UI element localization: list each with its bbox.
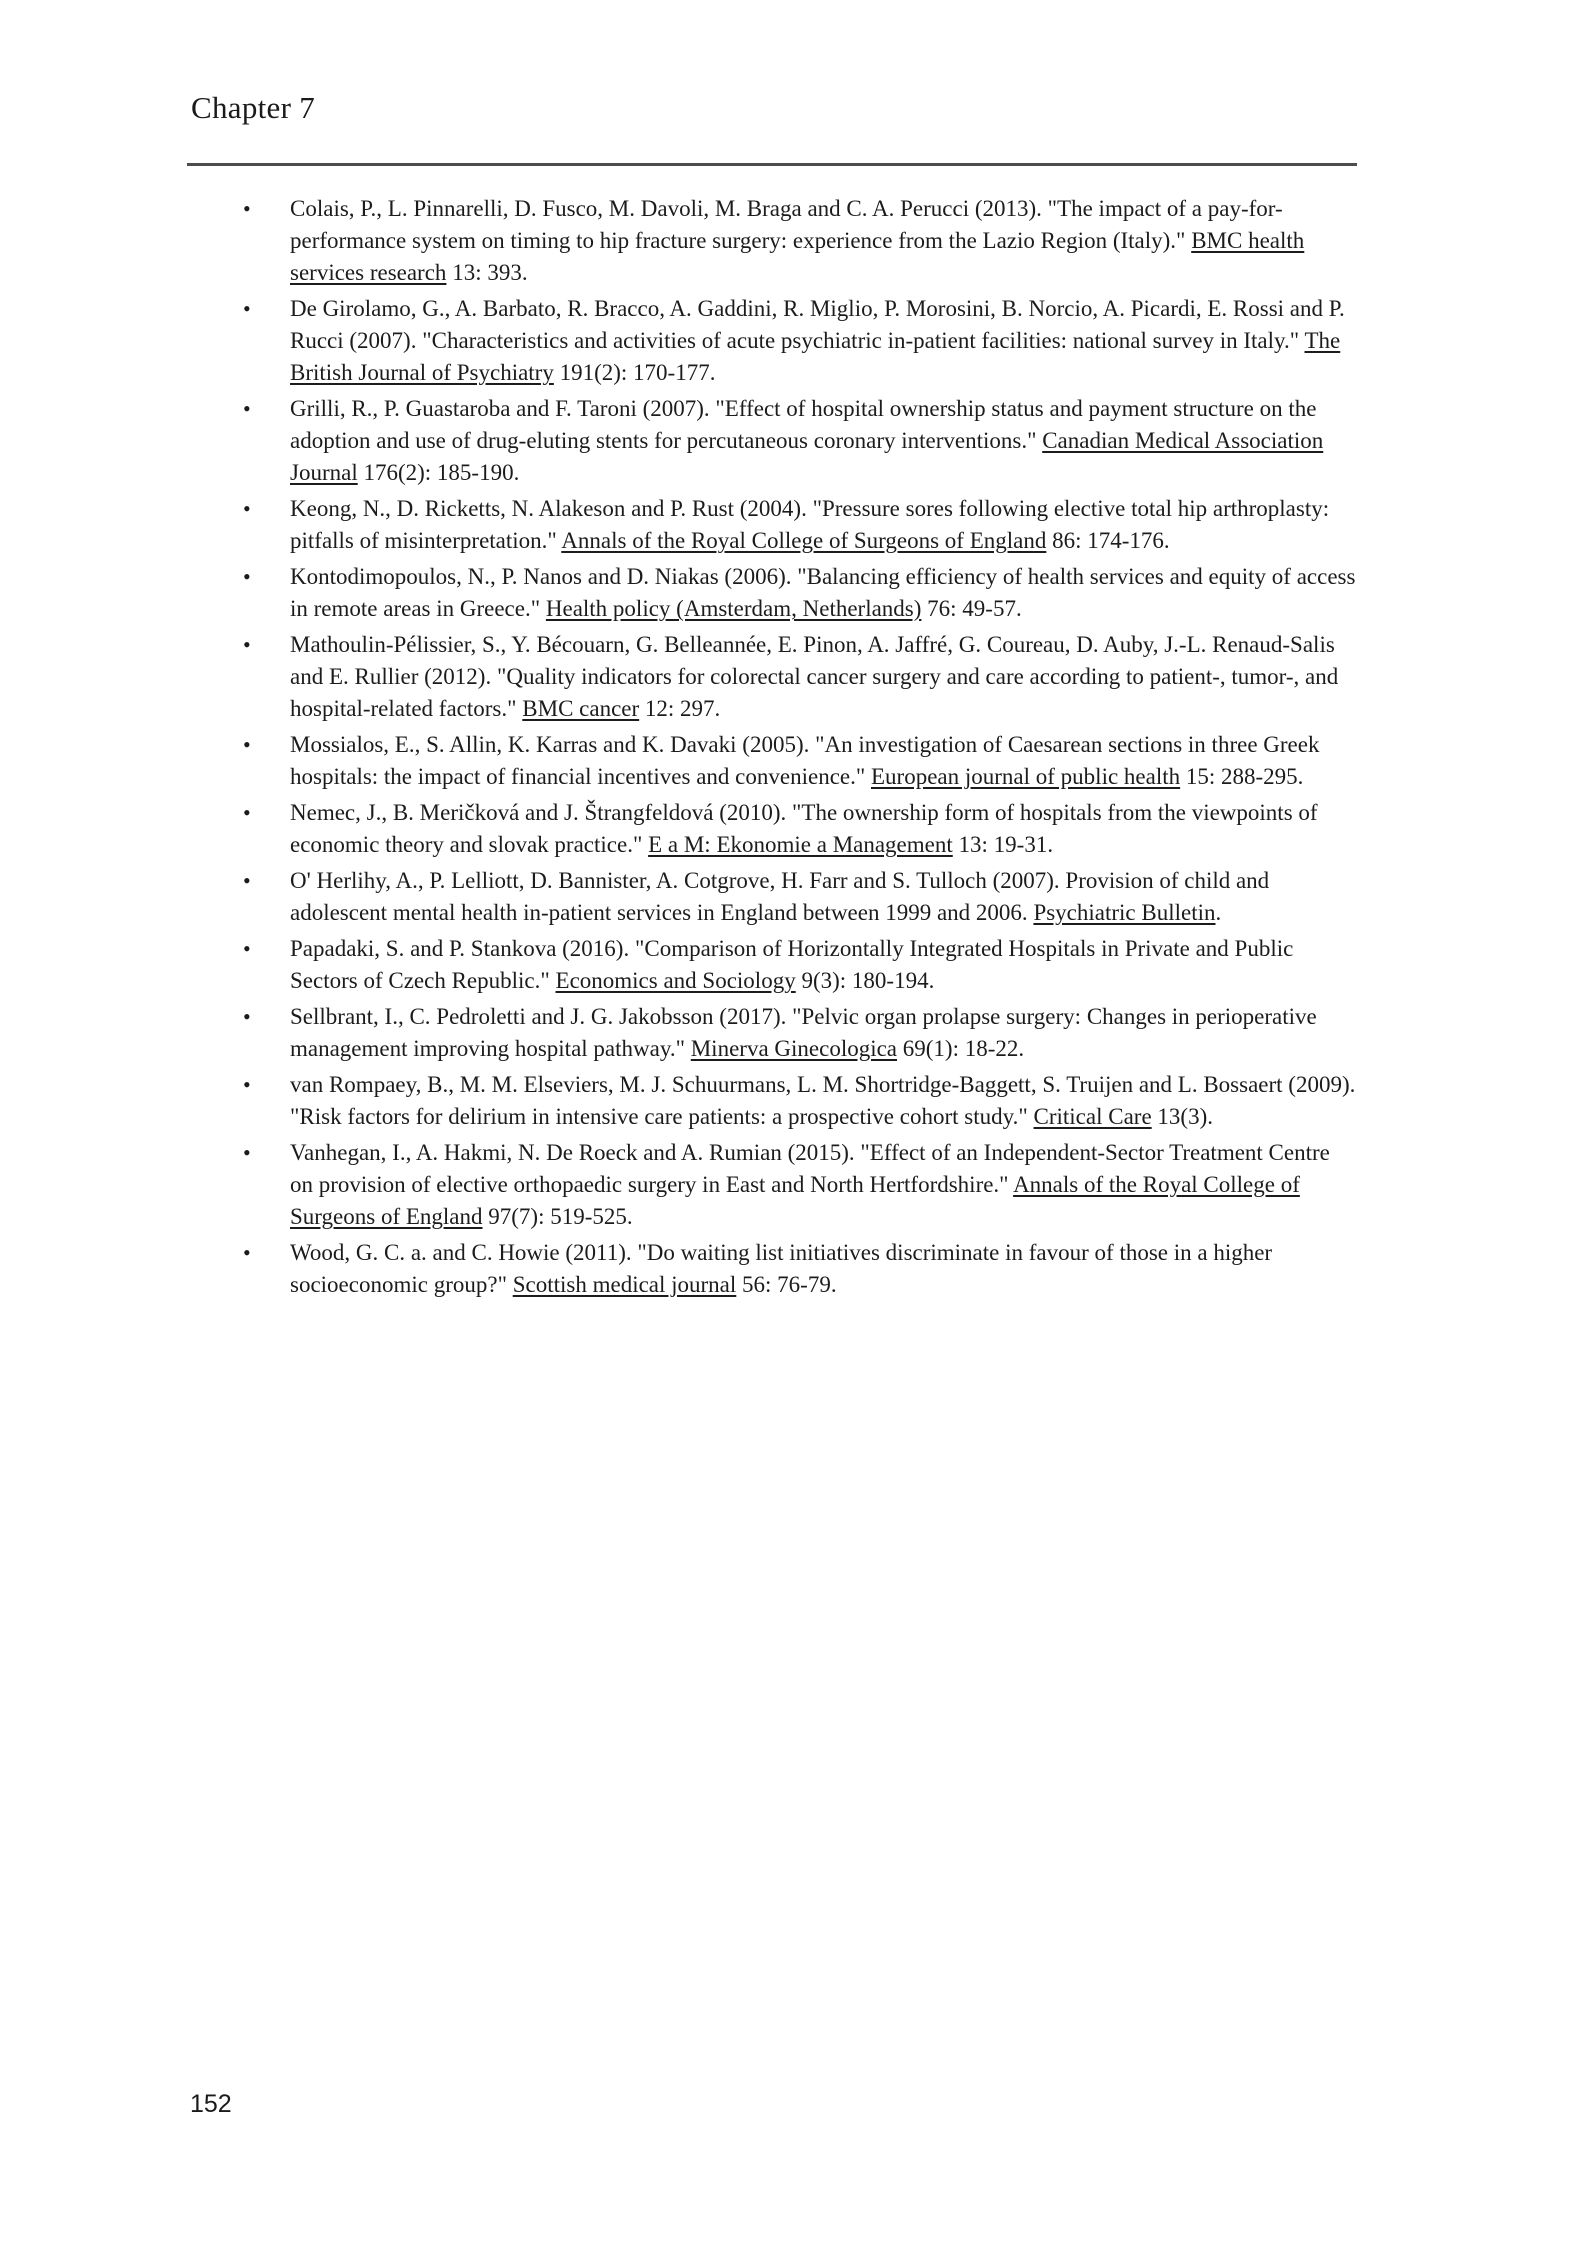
journal-title: The British Journal of Psychiatry: [290, 328, 1341, 385]
reference-text: 76: 49-57.: [921, 596, 1022, 621]
reference-text: Keong, N., D. Ricketts, N. Alakeson and P. Rust (2004). "Pressure sores following elective total hip arthroplasty: pitfalls of misinterpretation.": [290, 496, 1330, 553]
reference-text: .: [1215, 900, 1222, 925]
reference-text: 13: 393.: [446, 260, 528, 285]
reference-text: Mathoulin-Pélissier, S., Y. Bécouarn, G. Belleannée, E. Pinon, A. Jaffré, G. Coureau, D. Auby, J.-L. Renaud-Salis and E. Rullier (2012). "Quality indicators for colorectal cancer surgery and care according to patient-, tumor-, and hospital-related factors.": [290, 632, 1339, 721]
reference-text: Wood, G. C. a. and C. Howie (2011). "Do waiting list initiatives discriminate in favour of those in a higher socioeconomic group?": [290, 1240, 1273, 1297]
reference-text: 86: 174-176.: [1046, 528, 1170, 553]
reference-text: 12: 297.: [639, 696, 721, 721]
reference-text: 191(2): 170-177.: [553, 360, 716, 385]
journal-title: Psychiatric Bulletin: [1033, 900, 1216, 925]
reference-item: [290, 1137, 1356, 1233]
reference-text: Grilli, R., P. Guastaroba and F. Taroni (2007). "Effect of hospital ownership status and payment structure on the adoption and use of drug-eluting stents for percutaneous coronary interventions.": [290, 396, 1317, 453]
reference-text: Mossialos, E., S. Allin, K. Karras and K. Davaki (2005). "An investigation of Caesarean sections in three Greek hospitals: the impact of financial incentives and convenience.": [290, 732, 1320, 789]
reference-item: [290, 1237, 1356, 1301]
journal-title: European journal of public health: [871, 764, 1181, 789]
reference-item: [290, 1069, 1356, 1133]
reference-item: [290, 933, 1356, 997]
reference-text: 13: 19-31.: [952, 832, 1054, 857]
reference-text: Kontodimopoulos, N., P. Nanos and D. Niakas (2006). "Balancing efficiency of health services and equity of access in remote areas in Greece.": [290, 564, 1356, 621]
reference-text: 69(1): 18-22.: [897, 1036, 1025, 1061]
reference-text: van Rompaey, B., M. M. Elseviers, M. J. Schuurmans, L. M. Shortridge-Baggett, S. Truijen and L. Bossaert (2009). "Risk factors for delirium in intensive care patients: a prospective cohort study.": [290, 1072, 1356, 1129]
reference-text: Papadaki, S. and P. Stankova (2016). "Comparison of Horizontally Integrated Hospitals in Private and Public Sectors of Czech Republic.": [290, 936, 1294, 993]
reference-item: [290, 865, 1356, 929]
journal-title: Annals of the Royal College of Surgeons of England: [290, 1172, 1300, 1229]
reference-item: [290, 729, 1356, 793]
reference-text: 176(2): 185-190.: [357, 460, 520, 485]
journal-title: Minerva Ginecologica: [690, 1036, 898, 1061]
reference-item: [290, 393, 1356, 489]
reference-item: [290, 797, 1356, 861]
reference-text: Colais, P., L. Pinnarelli, D. Fusco, M. Davoli, M. Braga and C. A. Perucci (2013). "The impact of a pay-for-performance system on timing to hip fracture surgery: experience from the Lazio Region (Italy).": [290, 196, 1283, 253]
reference-text: Vanhegan, I., A. Hakmi, N. De Roeck and A. Rumian (2015). "Effect of an Independent-Sector Treatment Centre on provision of elective orthopaedic surgery in East and North Hertfordshire.": [290, 1140, 1330, 1197]
reference-item: [290, 1001, 1356, 1065]
reference-item: [290, 293, 1356, 389]
reference-text: 13(3).: [1151, 1104, 1213, 1129]
reference-item: [290, 193, 1356, 289]
journal-title: Critical Care: [1033, 1104, 1152, 1129]
reference-text: 15: 288-295.: [1180, 764, 1304, 789]
reference-text: 9(3): 180-194.: [795, 968, 935, 993]
reference-item: [290, 493, 1356, 557]
journal-title: Economics and Sociology: [555, 968, 796, 993]
reference-item: [290, 629, 1356, 725]
reference-text: 56: 76-79.: [736, 1272, 837, 1297]
journal-title: Annals of the Royal College of Surgeons of England: [561, 528, 1047, 553]
page-number: 152: [190, 2090, 232, 2118]
reference-text: O' Herlihy, A., P. Lelliott, D. Bannister, A. Cotgrove, H. Farr and S. Tulloch (2007). Provision of child and adolescent mental health in-patient services in England between 1999 and 2006.: [290, 868, 1270, 925]
reference-text: Nemec, J., B. Meričková and J. Štrangfeldová (2010). "The ownership form of hospitals from the viewpoints of economic theory and slovak practice.": [290, 800, 1318, 857]
reference-text: 97(7): 519-525.: [482, 1204, 633, 1229]
journal-title: BMC cancer: [522, 696, 640, 721]
header-rule: [187, 163, 1357, 166]
journal-title: BMC health services research: [290, 228, 1305, 285]
reference-text: De Girolamo, G., A. Barbato, R. Bracco, A. Gaddini, R. Miglio, P. Morosini, B. Norcio, A. Picardi, E. Rossi and P. Rucci (2007). "Characteristics and activities of acute psychiatric in-patient facilities: national survey in Italy.": [290, 296, 1345, 353]
journal-title: Scottish medical journal: [512, 1272, 737, 1297]
journal-title: Health policy (Amsterdam, Netherlands): [545, 596, 922, 621]
journal-title: E a M: Ekonomie a Management: [648, 832, 953, 857]
chapter-heading: Chapter 7: [191, 90, 316, 125]
reference-list: [290, 193, 1356, 1305]
journal-title: Canadian Medical Association Journal: [290, 428, 1324, 485]
reference-item: [290, 561, 1356, 625]
reference-text: Sellbrant, I., C. Pedroletti and J. G. Jakobsson (2017). "Pelvic organ prolapse surgery: Changes in perioperative management improving hospital pathway.": [290, 1004, 1317, 1061]
